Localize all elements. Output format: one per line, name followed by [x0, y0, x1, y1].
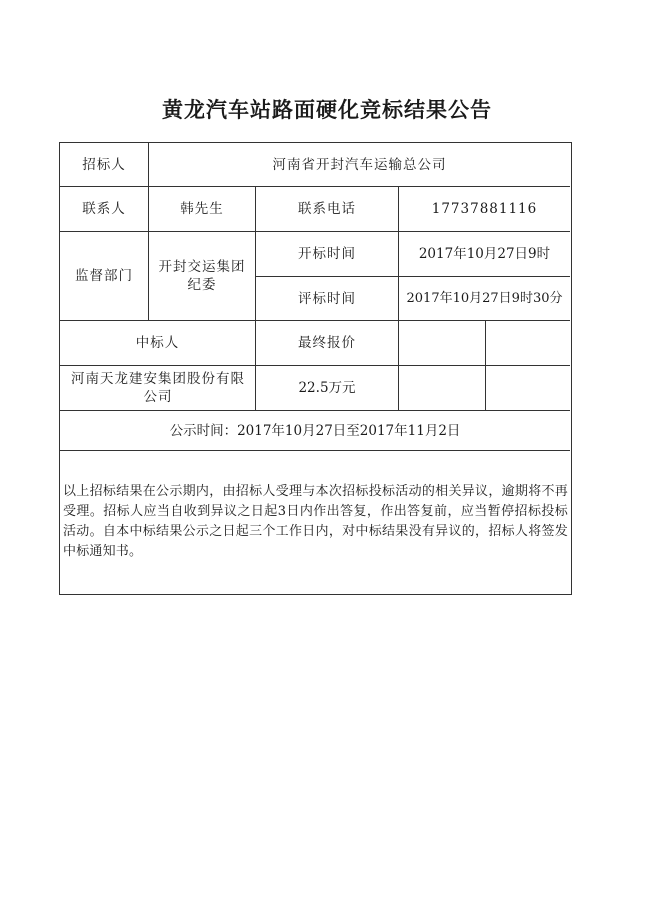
final-price-label: 最终报价: [298, 335, 356, 351]
publicity-period: 公示时间：2017年10月27日至2017年11月2日: [169, 422, 461, 439]
notice-text: 以上招标结果在公示期内，由招标人受理与本次招标投标活动的相关异议，逾期将不再受理。招标人应当自收到异议之日起3日内作出答复，作出答复前，应当暂停招标投标活动。自本中标结果公示之日起三个工作日内，对中标结果没有异议的，招标人将签发中标通知书。: [63, 484, 568, 559]
tenderer-value: 河南省开封汽车运输总公司: [272, 156, 447, 173]
winner-label: 中标人: [135, 335, 180, 351]
contact-label: 联系人: [82, 201, 126, 217]
bid-eval-value: 2017年10月27日9时30分: [406, 290, 563, 306]
bid-eval-label: 评标时间: [298, 290, 356, 307]
row-divider: [60, 450, 570, 451]
page-title: 黄龙汽车站路面硬化竞标结果公告: [162, 97, 492, 122]
winner-value: 河南天龙建安集团股份有限公司: [71, 371, 245, 405]
col-divider: [485, 320, 486, 410]
supervisor-label: 监督部门: [75, 268, 133, 284]
phone-value: 17737881116: [431, 201, 538, 217]
bid-open-value: 2017年10月27日9时: [418, 246, 551, 262]
supervisor-value: 开封交运集团纪委: [158, 259, 246, 293]
tenderer-label: 招标人: [82, 156, 126, 173]
final-price-value: 22.5万元: [298, 380, 356, 396]
bid-open-label: 开标时间: [298, 246, 356, 262]
contact-value: 韩先生: [180, 201, 224, 217]
phone-label: 联系电话: [298, 201, 356, 217]
